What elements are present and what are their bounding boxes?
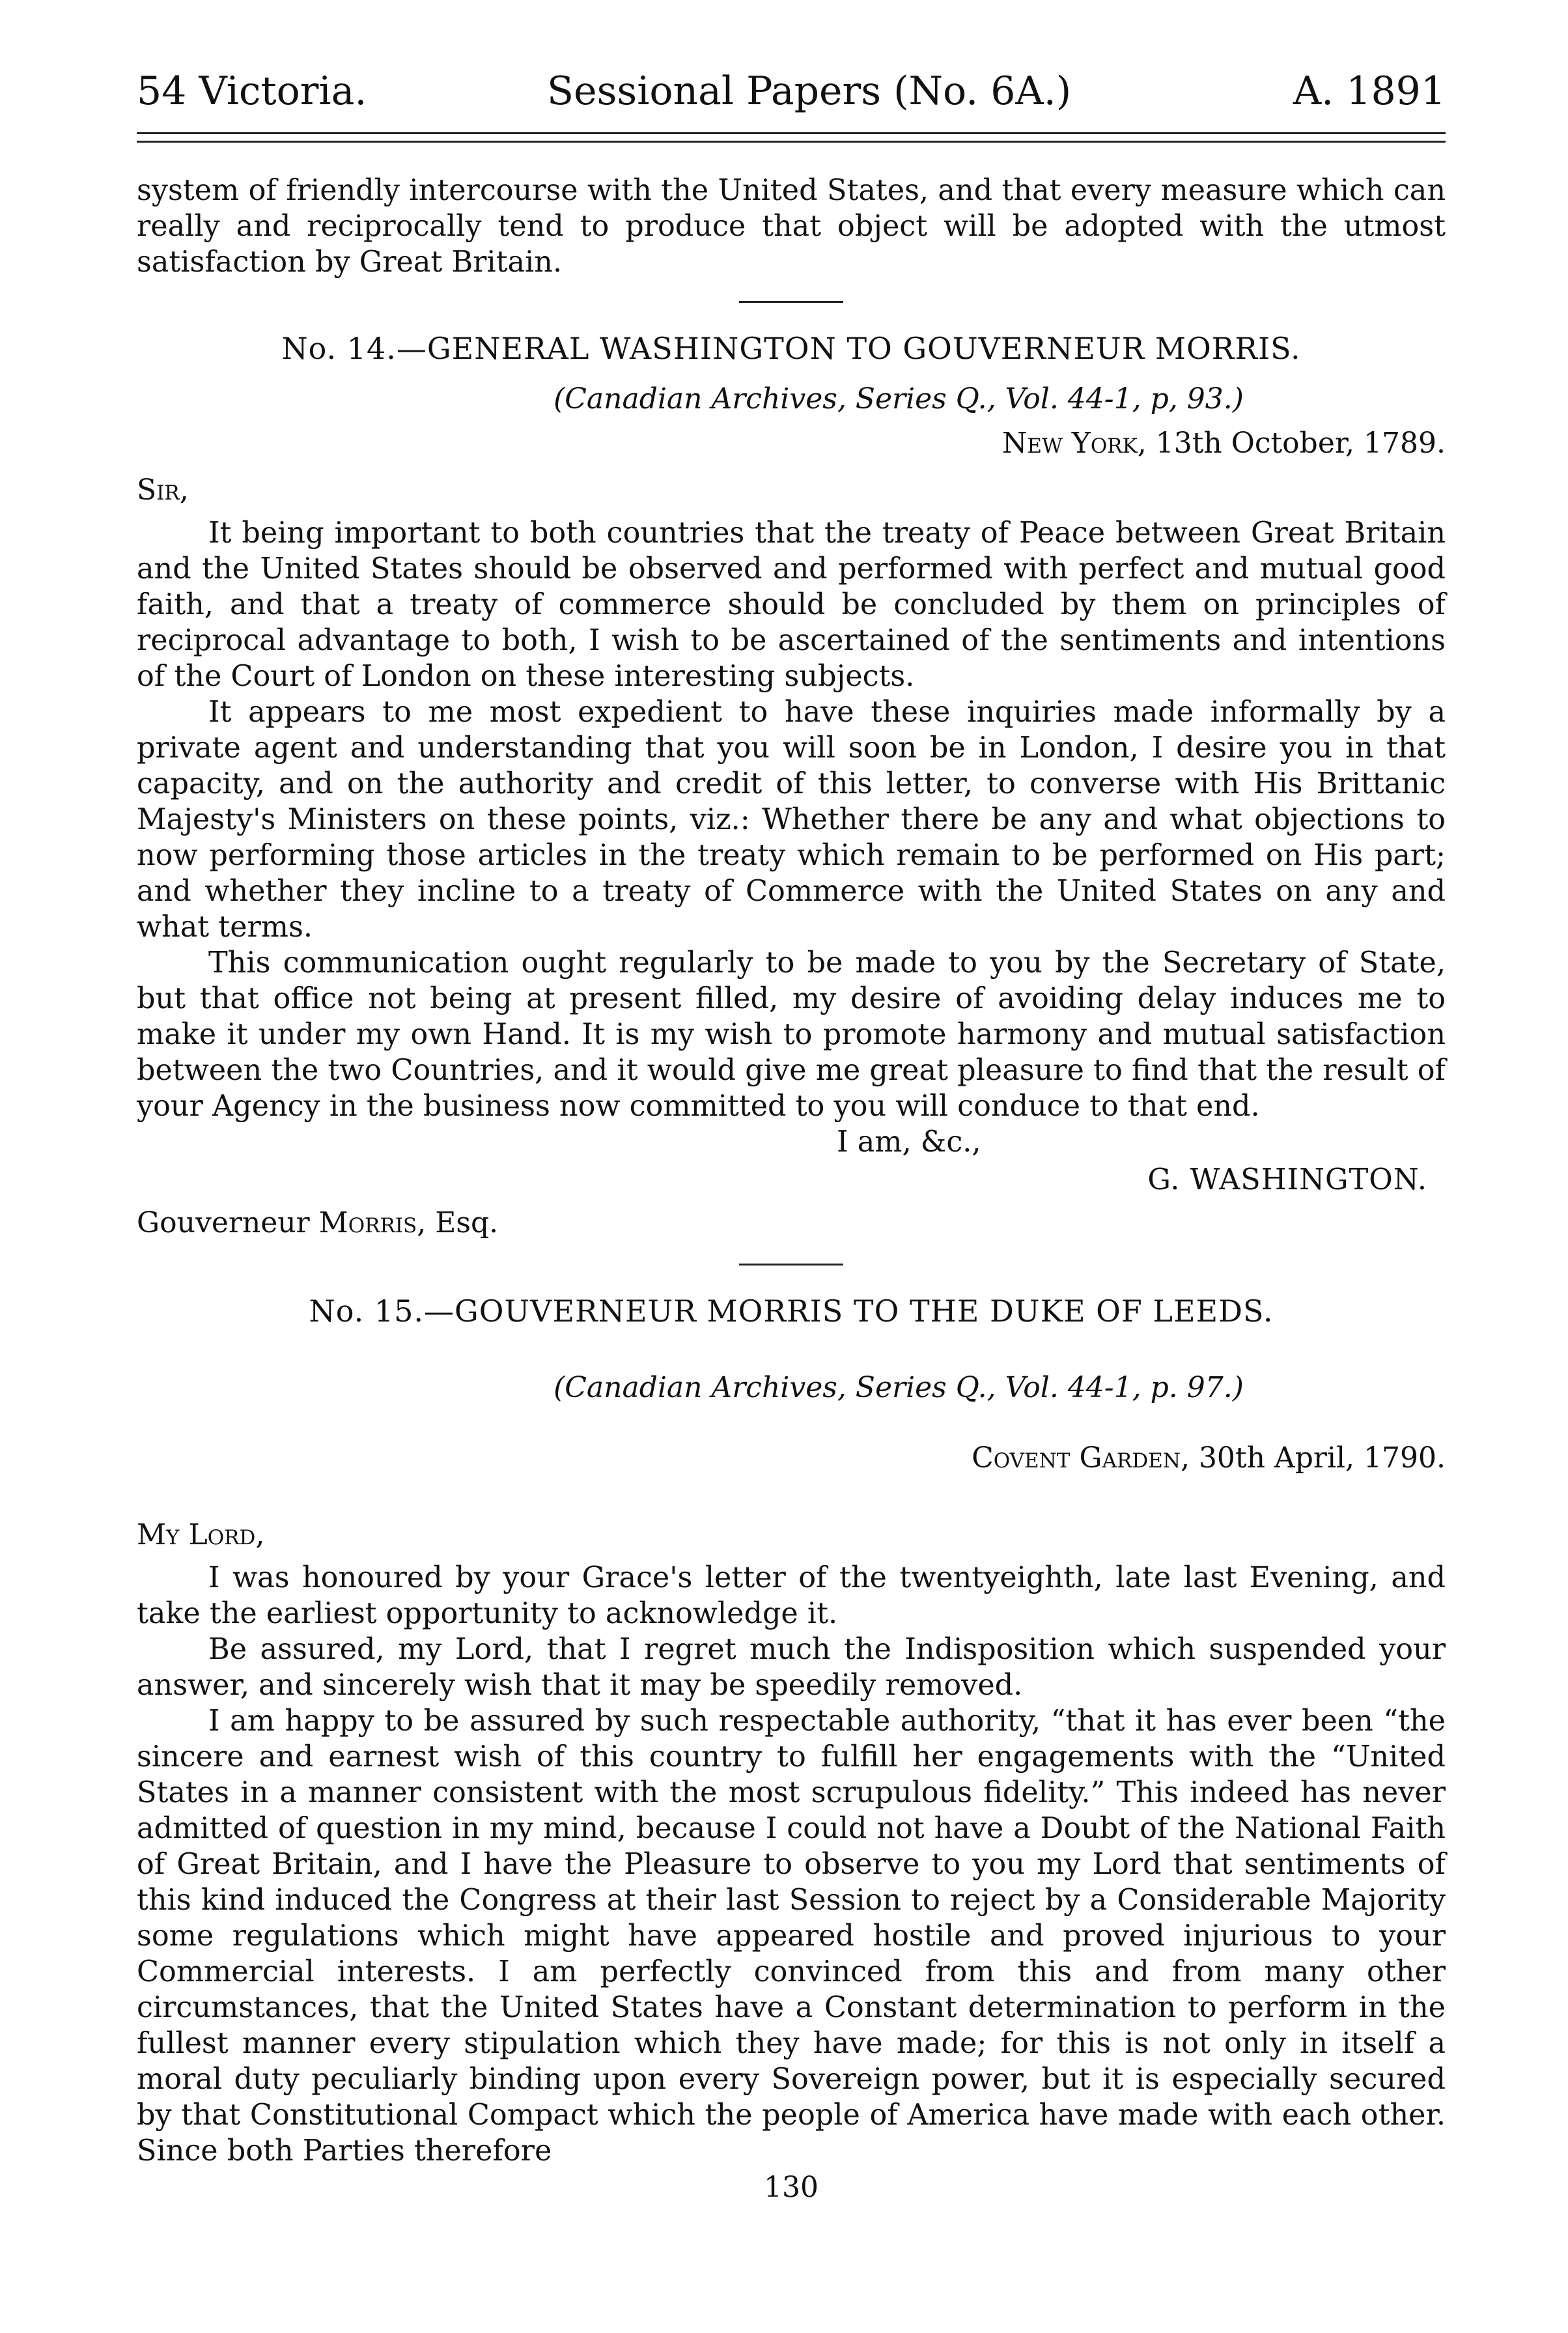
spacer: [137, 1413, 1446, 1439]
letter-15-paragraph: Be assured, my Lord, that I regret much the Indisposition which suspended your answer, and sincerely wish that it may be speedily removed.: [137, 1633, 1446, 1702]
letter-15-citation: (Canadian Archives, Series Q., Vol. 44-1, p. 97.): [553, 1371, 1244, 1404]
section-divider: [739, 1264, 843, 1265]
letter-14-paragraph: It appears to me most expedient to have these inquiries made informally by a private agent and understanding that you will soon be in London, I desire you in that capacity, and on the authority and credit of this letter, to converse with His Brittanic Majesty's Ministers on these points, viz.: Whether there be any and what objections to now performing those articles in the treaty which remain to be performed on His part; and whether they incline to a treaty of Commerce with the United States on any and what terms.: [137, 696, 1446, 944]
addressee-name: Gouverneur: [137, 1206, 310, 1239]
letter-14-place: New York,: [1001, 427, 1147, 460]
running-header: [137, 62, 1446, 120]
letter-15-heading: No. 15.—GOUVERNEUR MORRIS TO THE DUKE OF LEEDS.: [309, 1294, 1274, 1329]
letter-15-dateline: [137, 1439, 1446, 1478]
intro-paragraph: system of friendly intercourse with the United States, and that every measure which can really and reciprocally tend to produce that object will be adopted with the utmost satisfaction by Great Britain.: [137, 174, 1446, 279]
letter-15-salutation: My Lord,: [137, 1518, 265, 1551]
document-page: [137, 62, 1446, 2289]
spacer: [137, 1342, 1446, 1368]
letter-15-paragraph: I am happy to be assured by such respectable authority, “that it has ever been “the sincere and earnest wish of this country to fulfill her engagements with the “United States in a manner consistent with the most scrupulous fidelity.” This indeed has never admitted of question in my mind, because I could not have a Doubt of the National Faith of Great Britain, and I have the Pleasure to observe to you my Lord that sentiments of this kind induced the Congress at their last Session to reject by a Considerable Majority some regulations which might have appeared hostile and proved injurious to your Commercial interests. I am perfectly convinced from this and from many other circumstances, that the United States have a Constant determination to perform in the fullest manner every stipulation which they have made; for this is not only in itself a moral duty peculiarly binding upon every Sovereign power, but it is especially secured by that Constitutional Compact which the people of America have made with each other. Since both Parties therefore: [137, 1704, 1446, 2168]
section-divider: [739, 301, 843, 303]
letter-15-date: 30th April, 1790.: [1198, 1441, 1446, 1475]
header-title: Sessional Papers (No. 6A.): [547, 68, 1072, 114]
letter-14-dateline: [137, 424, 1446, 463]
letter-14-signature-row: [137, 1162, 1446, 1200]
letter-14-signoff: [137, 1124, 1446, 1162]
header-year: A. 1891: [1293, 68, 1446, 114]
letter-15-place: Covent Garden,: [972, 1441, 1190, 1475]
spacer: [137, 1486, 1446, 1512]
letter-14-closing: I am, &c.,: [837, 1125, 981, 1159]
letter-14-addressee: [137, 1204, 1446, 1243]
header-double-rule: [137, 132, 1446, 143]
page-body: [137, 173, 1446, 2204]
header-session: 54 Victoria.: [137, 68, 367, 114]
letter-14-date: 13th October, 1789.: [1155, 427, 1446, 460]
letter-15-paragraph: I was honoured by your Grace's letter of the twentyeighth, late last Evening, and take the earliest opportunity to acknowledge it.: [137, 1561, 1446, 1630]
letter-14-citation: (Canadian Archives, Series Q., Vol. 44-1, p, 93.): [553, 382, 1244, 416]
page-number: 130: [764, 2171, 819, 2204]
letter-14-signature: G. WASHINGTON.: [1147, 1163, 1427, 1196]
addressee-surname: Morris,: [318, 1206, 427, 1239]
addressee-suffix: Esq.: [435, 1206, 499, 1239]
letter-14-salutation: Sir,: [137, 474, 189, 507]
letter-14-heading: No. 14.—GENERAL WASHINGTON TO GOUVERNEUR MORRIS.: [281, 331, 1301, 366]
letter-14-paragraph: It being important to both countries that the treaty of Peace between Great Britain and the United States should be observed and performed with perfect and mutual good faith, and that a treaty of commerce should be concluded by them on principles of reciprocal advantage to both, I wish to be ascertained of the sentiments and intentions of the Court of London on these interesting subjects.: [137, 516, 1446, 693]
letter-14-paragraph: This communication ought regularly to be made to you by the Secretary of State, but that office not being at present filled, my desire of avoiding delay induces me to make it under my own Hand. It is my wish to promote harmony and mutual satisfaction between the two Countries, and it would give me great pleasure to find that the result of your Agency in the business now committed to you will conduce to that end.: [137, 946, 1446, 1123]
